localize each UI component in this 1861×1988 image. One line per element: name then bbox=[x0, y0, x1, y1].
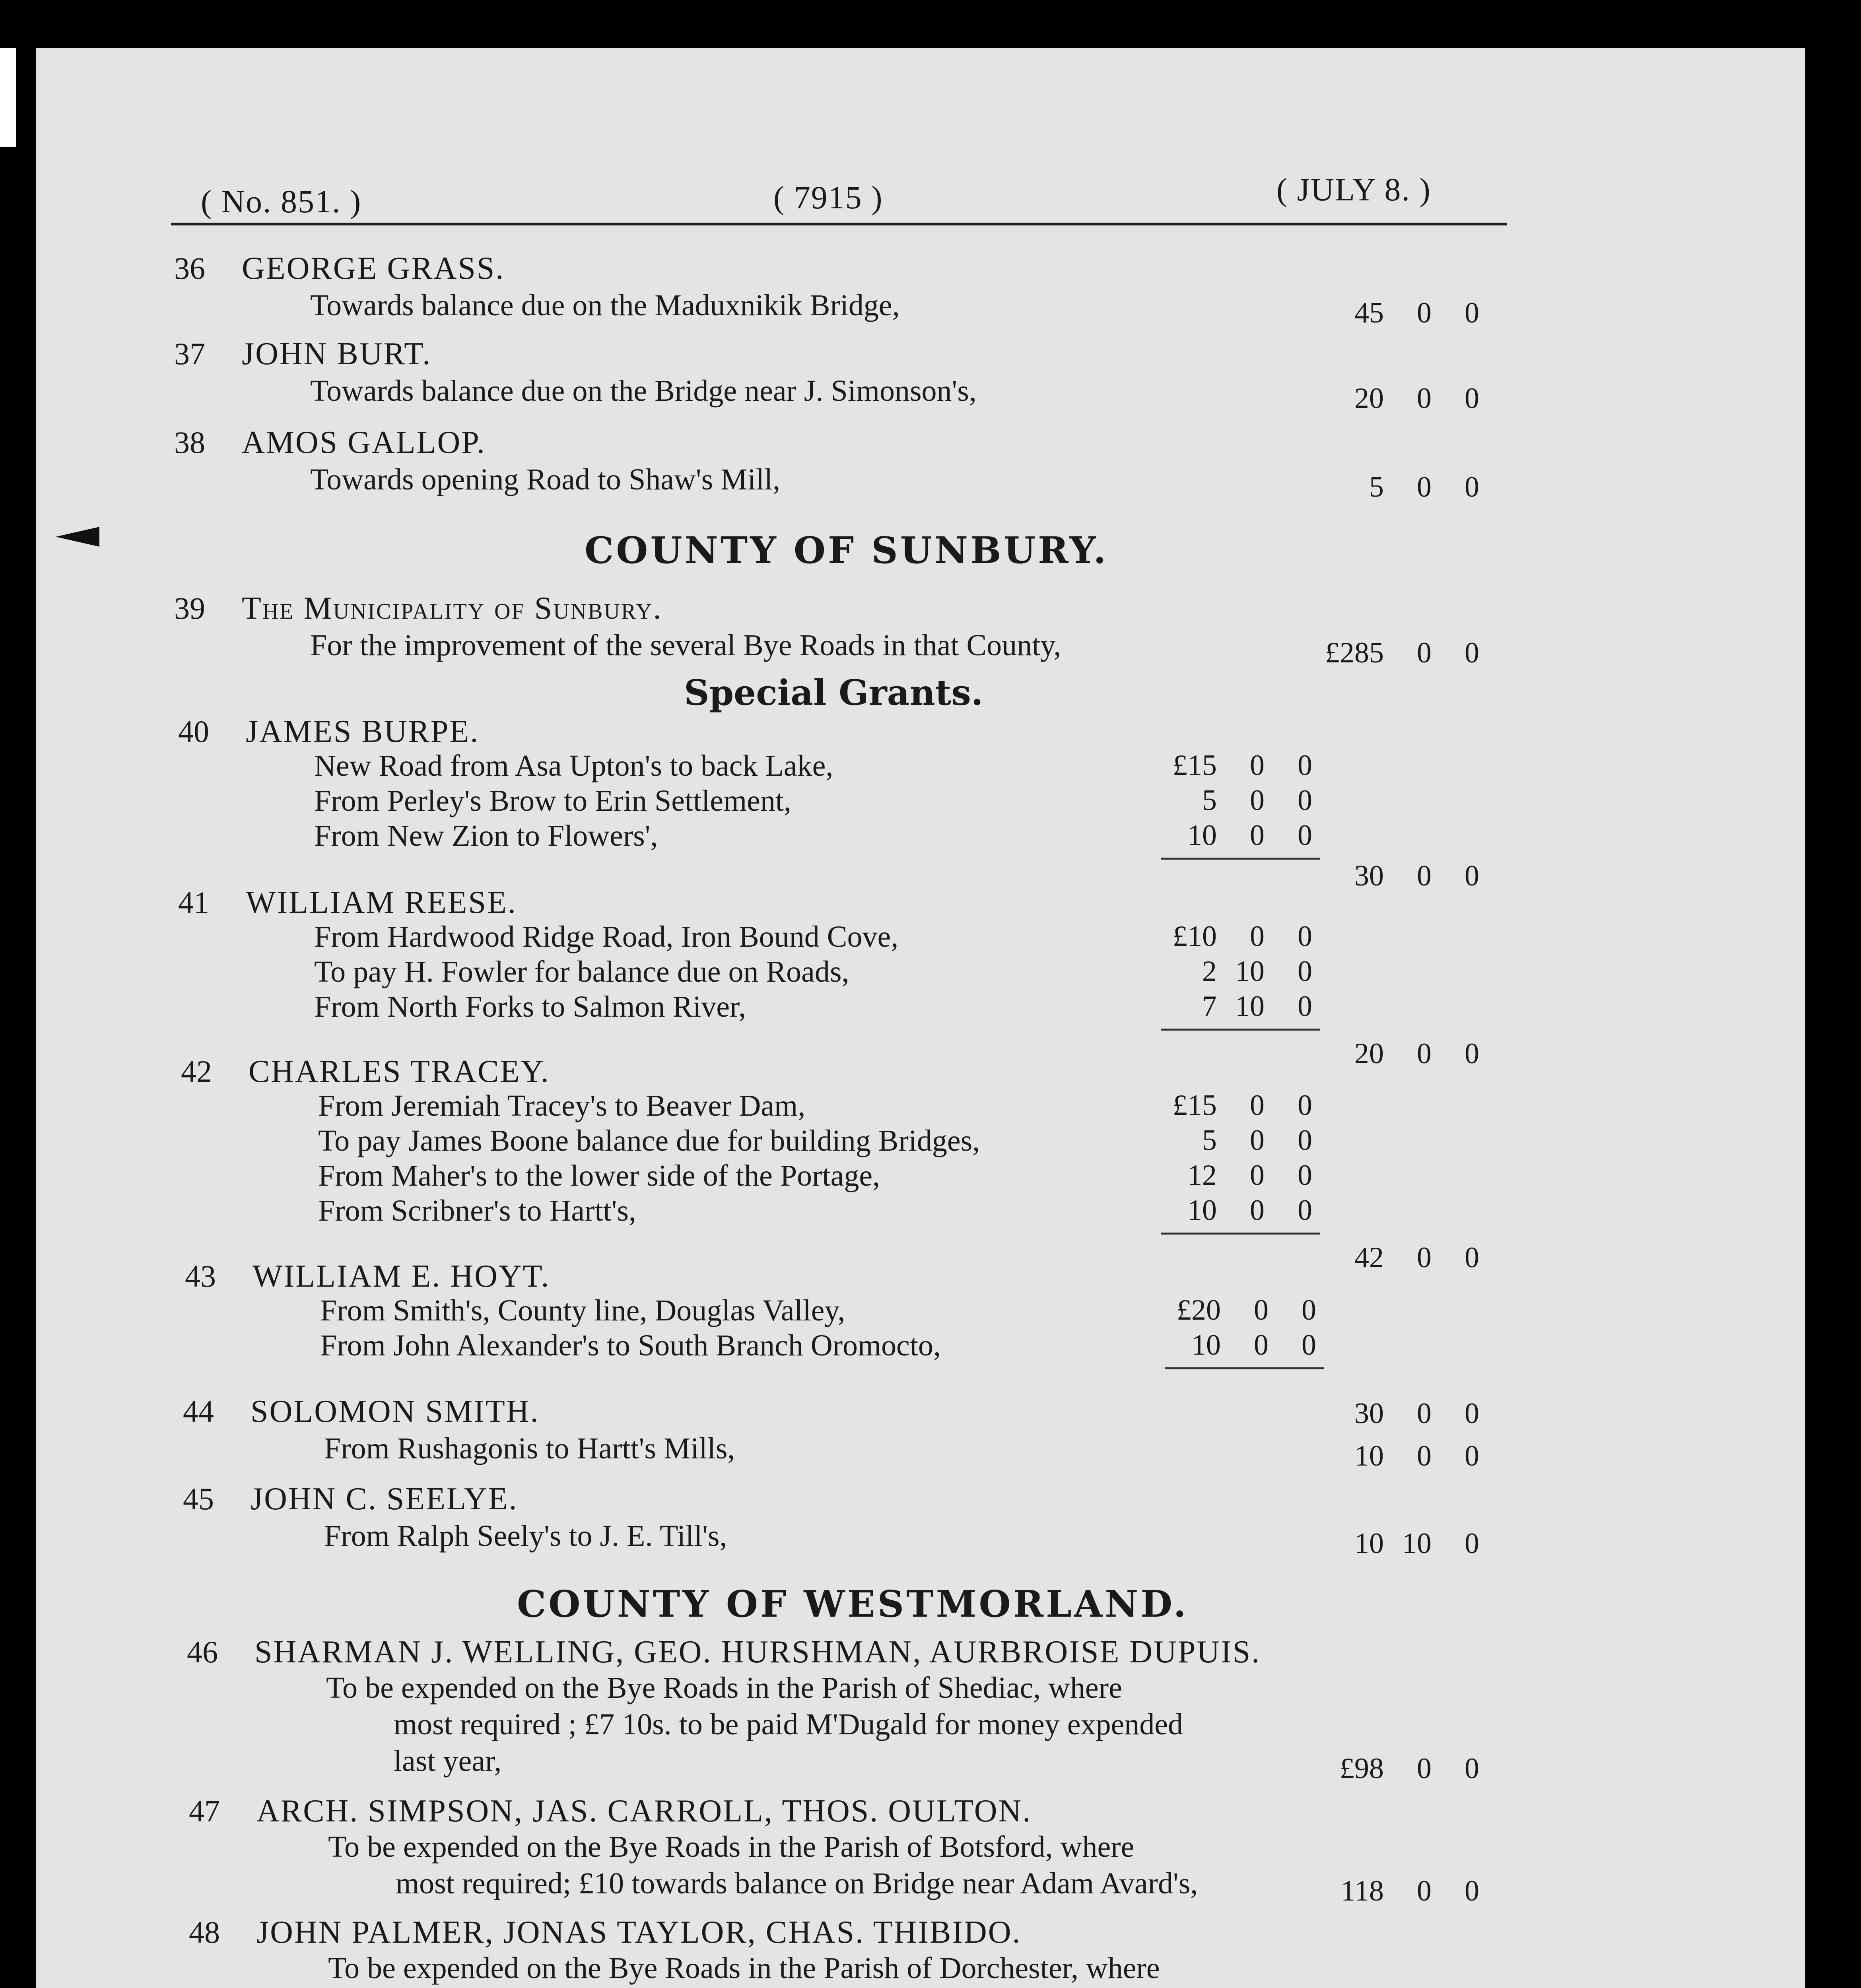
entry-total-amount-col-2: 0 bbox=[1465, 1397, 1479, 1430]
entry-total-amount-col-0: £285 bbox=[1325, 637, 1384, 669]
entry-description-line: To pay James Boone balance due for building Bridges, bbox=[318, 1124, 980, 1157]
entry-number: 37 bbox=[174, 336, 205, 371]
entry-total-amount bbox=[1316, 1527, 1479, 1561]
entry-total-amount-col-0: 10 bbox=[1354, 1440, 1384, 1472]
sub-amount-col-1: 0 bbox=[1250, 920, 1265, 953]
page-edge-left bbox=[0, 48, 16, 147]
subsection-heading-special-grants: Special Grants. bbox=[684, 672, 983, 713]
entry-total-amount-col-0: 5 bbox=[1369, 471, 1384, 503]
entry-total-amount-col-1: 0 bbox=[1417, 1875, 1432, 1907]
entry-total-amount bbox=[1316, 1397, 1479, 1431]
entry-total-amount-col-0: £98 bbox=[1340, 1752, 1384, 1785]
entry-description-line: To be expended on the Bye Roads in the Parish of Botsford, where bbox=[328, 1830, 1134, 1864]
entry-description-line: From New Zion to Flowers', bbox=[314, 819, 658, 852]
entry-description-line: From North Forks to Salmon River, bbox=[314, 990, 746, 1023]
entry-total-amount-col-1: 0 bbox=[1417, 1440, 1432, 1472]
entry-description-line: Towards opening Road to Shaw's Mill, bbox=[310, 463, 781, 496]
section-heading-sunbury: COUNTY OF SUNBURY. bbox=[585, 529, 1109, 572]
entry-description-line: Towards balance due on the Bridge near J. Simonson's, bbox=[310, 374, 977, 408]
entry-total-amount-col-1: 0 bbox=[1417, 1037, 1432, 1070]
entry-total-amount-col-2: 0 bbox=[1465, 859, 1479, 892]
entry-number: 36 bbox=[174, 251, 205, 285]
entry-name: JAMES BURPE. bbox=[246, 714, 480, 749]
sub-amount-col-2: 0 bbox=[1298, 1159, 1312, 1192]
entry-name: AMOS GALLOP. bbox=[242, 425, 486, 460]
sub-amount-col-2: 0 bbox=[1298, 1124, 1312, 1157]
entry-total-amount-col-2: 0 bbox=[1465, 1875, 1479, 1907]
sub-amount-col-1: 10 bbox=[1235, 990, 1265, 1023]
sub-amount-col-0: £20 bbox=[1177, 1294, 1221, 1326]
sub-amount-col-2: 0 bbox=[1302, 1294, 1316, 1326]
sub-amount bbox=[1149, 1124, 1312, 1157]
entry-total-amount-col-2: 0 bbox=[1465, 1037, 1479, 1070]
sub-amount-col-0: £15 bbox=[1173, 1089, 1217, 1122]
entry-total-amount-col-1: 0 bbox=[1417, 382, 1432, 415]
entry-description-line: From Jeremiah Tracey's to Beaver Dam, bbox=[318, 1089, 806, 1122]
entry-description-line: From Smith's, County line, Douglas Valley, bbox=[320, 1294, 845, 1327]
entry-name: GEORGE GRASS. bbox=[242, 251, 505, 286]
sub-amount-col-2: 0 bbox=[1298, 920, 1312, 953]
entry-name: ARCH. SIMPSON, JAS. CARROLL, THOS. OULTON. bbox=[256, 1794, 1032, 1829]
entry-total-amount-col-1: 0 bbox=[1417, 1397, 1432, 1430]
entry-description-line: From Rushagonis to Hartt's Mills, bbox=[324, 1432, 735, 1465]
entry-description-line: From Hardwood Ridge Road, Iron Bound Cove, bbox=[314, 920, 899, 953]
entry-description-line: From Scribner's to Hartt's, bbox=[318, 1194, 636, 1227]
sub-amount-col-1: 0 bbox=[1254, 1294, 1269, 1326]
entry-total-amount-col-2: 0 bbox=[1465, 297, 1479, 329]
entry-total-amount bbox=[1316, 1037, 1479, 1071]
entry-total-amount bbox=[1316, 1874, 1479, 1908]
entry-description-line: From Perley's Brow to Erin Settlement, bbox=[314, 784, 792, 817]
entry-total-amount-col-1: 0 bbox=[1417, 637, 1432, 669]
sub-amount-col-0: 10 bbox=[1191, 1329, 1221, 1361]
sub-amount bbox=[1149, 819, 1312, 852]
sub-amount bbox=[1149, 1089, 1312, 1122]
subtotal-rule bbox=[1165, 1367, 1324, 1369]
entry-total-amount-col-2: 0 bbox=[1465, 471, 1479, 503]
sub-amount bbox=[1149, 749, 1312, 782]
entry-name: SHARMAN J. WELLING, GEO. HURSHMAN, AURBROISE DUPUIS. bbox=[254, 1635, 1261, 1670]
sub-amount-col-0: 5 bbox=[1202, 784, 1217, 817]
entry-total-amount-col-1: 0 bbox=[1417, 859, 1432, 892]
sub-amount-col-2: 0 bbox=[1298, 784, 1312, 817]
entry-number: 45 bbox=[183, 1481, 214, 1516]
entry-total-amount-col-0: 42 bbox=[1354, 1241, 1384, 1274]
entry-name: CHARLES TRACEY. bbox=[249, 1054, 550, 1089]
entry-description-line: For the improvement of the several Bye Roads in that County, bbox=[310, 629, 1061, 662]
sub-amount-col-1: 0 bbox=[1250, 1159, 1265, 1192]
page-number: ( 7915 ) bbox=[773, 179, 883, 215]
entry-total-amount-col-0: 45 bbox=[1354, 297, 1384, 329]
entry-description-line: New Road from Asa Upton's to back Lake, bbox=[314, 749, 833, 782]
entry-total-amount bbox=[1316, 859, 1479, 893]
sub-amount-col-1: 0 bbox=[1250, 1194, 1265, 1227]
entry-total-amount-col-0: 118 bbox=[1340, 1875, 1384, 1907]
entry-description-line: To be expended on the Bye Roads in the Parish of Shediac, where bbox=[326, 1671, 1122, 1705]
entry-total-amount-col-2: 0 bbox=[1465, 637, 1479, 669]
entry-number: 48 bbox=[189, 1915, 220, 1949]
entry-total-amount-col-1: 10 bbox=[1402, 1527, 1432, 1560]
entry-number: 38 bbox=[174, 425, 205, 460]
sub-amount-col-2: 0 bbox=[1298, 990, 1312, 1023]
entry-number: 42 bbox=[181, 1054, 212, 1089]
subtotal-rule bbox=[1161, 1233, 1320, 1235]
entry-total-amount-col-1: 0 bbox=[1417, 297, 1432, 329]
sub-amount-col-1: 0 bbox=[1250, 784, 1265, 817]
entry-description-line: From John Alexander's to South Branch Oromocto, bbox=[320, 1329, 941, 1362]
section-heading-westmorland: COUNTY OF WESTMORLAND. bbox=[517, 1582, 1189, 1625]
entry-total-amount bbox=[1316, 1439, 1479, 1473]
entry-total-amount-col-1: 0 bbox=[1417, 1241, 1432, 1274]
entry-name: The Municipality of Sunbury. bbox=[242, 591, 662, 626]
entry-name: JOHN C. SEELYE. bbox=[251, 1481, 518, 1516]
sub-amount-col-0: £10 bbox=[1173, 920, 1217, 953]
entry-total-amount-col-0: 20 bbox=[1354, 1037, 1384, 1070]
sub-amount bbox=[1149, 990, 1312, 1023]
entry-description-line: most required ; £7 10s. to be paid M'Dugald for money expended bbox=[394, 1708, 1183, 1741]
entry-number: 47 bbox=[189, 1794, 220, 1828]
issue-date: ( JULY 8. ) bbox=[1276, 171, 1431, 208]
entry-number: 46 bbox=[187, 1635, 218, 1669]
entry-number: 44 bbox=[183, 1394, 214, 1429]
entry-total-amount bbox=[1316, 382, 1479, 415]
sub-amount-col-2: 0 bbox=[1298, 749, 1312, 782]
sub-amount bbox=[1149, 1194, 1312, 1227]
entry-total-amount-col-2: 0 bbox=[1465, 1752, 1479, 1785]
entry-total-amount bbox=[1316, 636, 1479, 670]
entry-total-amount-col-0: 30 bbox=[1354, 859, 1384, 892]
sub-amount-col-1: 0 bbox=[1250, 749, 1265, 782]
sub-amount bbox=[1149, 784, 1312, 817]
entry-total-amount-col-2: 0 bbox=[1465, 1241, 1479, 1274]
entry-total-amount-col-1: 0 bbox=[1417, 1752, 1432, 1785]
entry-name: WILLIAM REESE. bbox=[246, 885, 517, 920]
issue-number: ( No. 851. ) bbox=[201, 183, 362, 219]
sub-amount-col-2: 0 bbox=[1302, 1329, 1316, 1361]
sub-amount-col-0: 2 bbox=[1202, 955, 1217, 988]
entry-total-amount-col-2: 0 bbox=[1465, 382, 1479, 415]
entry-total-amount-col-1: 0 bbox=[1417, 471, 1432, 503]
entry-description-line: To be expended on the Bye Roads in the Parish of Dorchester, where bbox=[328, 1951, 1160, 1985]
sub-amount-col-0: £15 bbox=[1173, 749, 1217, 782]
sub-amount-col-1: 0 bbox=[1250, 819, 1265, 852]
sub-amount-col-2: 0 bbox=[1298, 1089, 1312, 1122]
entry-description-line: most required; £10 towards balance on Bridge near Adam Avard's, bbox=[396, 1867, 1198, 1900]
sub-amount-col-0: 7 bbox=[1202, 990, 1217, 1023]
entry-total-amount bbox=[1316, 1241, 1479, 1275]
entry-description-line: Towards balance due on the Maduxnikik Bridge, bbox=[310, 289, 900, 322]
entry-description-line: From Ralph Seely's to J. E. Till's, bbox=[324, 1519, 727, 1553]
entry-name: SOLOMON SMITH. bbox=[251, 1394, 540, 1429]
sub-amount-col-2: 0 bbox=[1298, 819, 1312, 852]
entry-total-amount-col-2: 0 bbox=[1465, 1440, 1479, 1472]
sub-amount-col-2: 0 bbox=[1298, 1194, 1312, 1227]
sub-amount-col-1: 0 bbox=[1250, 1124, 1265, 1157]
entry-description-line: To pay H. Fowler for balance due on Roads, bbox=[314, 955, 849, 988]
sub-amount-col-0: 12 bbox=[1187, 1159, 1217, 1192]
header-rule bbox=[171, 223, 1507, 225]
entry-total-amount bbox=[1316, 470, 1479, 504]
sub-amount-col-2: 0 bbox=[1298, 955, 1312, 988]
entry-name: WILLIAM E. HOYT. bbox=[253, 1259, 550, 1294]
sub-amount-col-0: 10 bbox=[1187, 819, 1217, 852]
entry-name: JOHN BURT. bbox=[242, 336, 432, 371]
entry-total-amount-col-2: 0 bbox=[1465, 1527, 1479, 1560]
sub-amount-col-0: 10 bbox=[1187, 1194, 1217, 1227]
entry-number: 39 bbox=[174, 591, 205, 625]
entry-total-amount-col-0: 10 bbox=[1354, 1527, 1384, 1560]
sub-amount bbox=[1149, 955, 1312, 988]
entry-name: JOHN PALMER, JONAS TAYLOR, CHAS. THIBIDO. bbox=[256, 1915, 1022, 1950]
subtotal-rule bbox=[1161, 858, 1320, 860]
margin-mark-arrow bbox=[56, 525, 99, 549]
sub-amount bbox=[1149, 1159, 1312, 1192]
entry-total-amount-col-0: 30 bbox=[1354, 1397, 1384, 1430]
entry-total-amount-col-0: 20 bbox=[1354, 382, 1384, 415]
entry-total-amount bbox=[1316, 296, 1479, 330]
sub-amount-col-1: 0 bbox=[1254, 1329, 1269, 1361]
entry-total-amount bbox=[1316, 1752, 1479, 1786]
entry-description-line: last year, bbox=[394, 1744, 502, 1778]
sub-amount-col-0: 5 bbox=[1202, 1124, 1217, 1157]
sub-amount-col-1: 10 bbox=[1235, 955, 1265, 988]
entry-number: 43 bbox=[185, 1259, 216, 1293]
entry-number: 40 bbox=[178, 714, 209, 749]
sub-amount bbox=[1149, 920, 1312, 953]
sub-amount bbox=[1153, 1328, 1316, 1362]
sub-amount bbox=[1153, 1293, 1316, 1327]
sub-amount-col-1: 0 bbox=[1250, 1089, 1265, 1122]
subtotal-rule bbox=[1161, 1029, 1320, 1031]
entry-number: 41 bbox=[178, 885, 209, 920]
entry-description-line: From Maher's to the lower side of the Portage, bbox=[318, 1159, 880, 1192]
